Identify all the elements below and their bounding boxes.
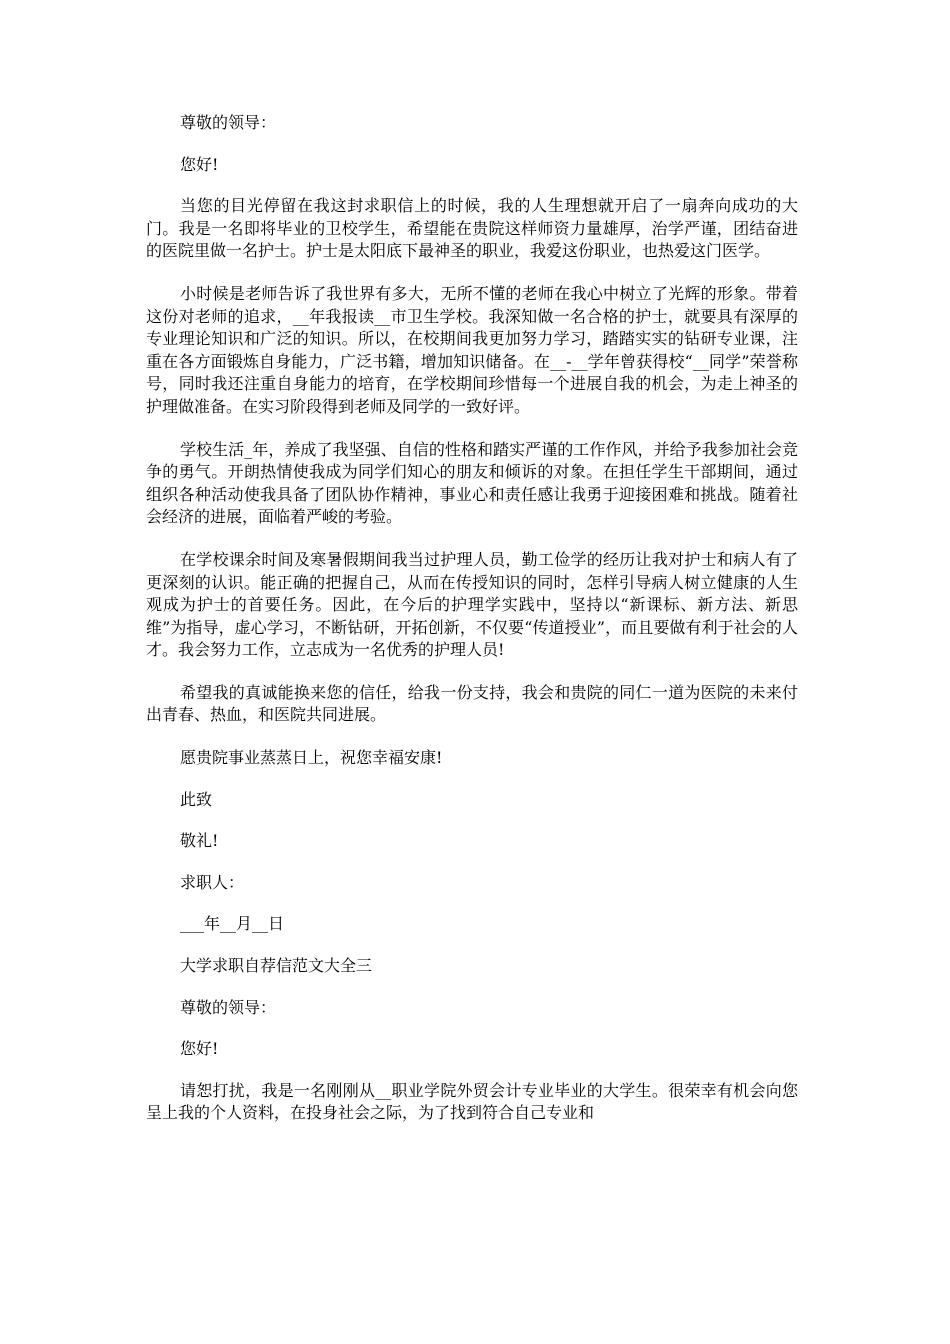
body-paragraph: 当您的目光停留在我这封求职信上的时候，我的人生理想就开启了一扇奔向成功的大门。我是一名即将毕业的卫校学生，希望能在贵院这样师资力量雄厚，治学严谨，团结奋进的医院里做一名护士。护士是太阳底下最神圣的职业，我爱这份职业，也热爱这门医学。 <box>146 196 798 261</box>
greeting: 您好! <box>180 1039 219 1059</box>
closing-jingli: 敬礼! <box>180 831 219 851</box>
body-paragraph: 在学校课余时间及寒暑假期间我当过护理人员，勤工俭学的经历让我对护士和病人有了更深刻的认识。能正确的把握自己，从而在传授知识的同时，怎样引导病人树立健康的人生观成为护士的首要任务。因此，在今后的护理学实践中，坚持以“新课标、新方法、新思维”为指导，虚心学习，不断钻研，开拓创新，不仅要“传道授业”，而且要做有利于社会的人才。我会努力工作，立志成为一名优秀的护理人员! <box>146 549 798 660</box>
body-paragraph: 希望我的真诚能换来您的信任，给我一份支持，我会和贵院的同仁一道为医院的未来付出青春、热血，和医院共同进展。 <box>146 682 798 725</box>
document-page <box>146 112 798 1145</box>
body-paragraph: 学校生活_年，养成了我坚强、自信的性格和踏实严谨的工作作风，并给予我参加社会竞争的勇气。开朗热情使我成为同学们知心的朋友和倾诉的对象。在担任学生干部期间，通过组织各种活动使我具备了团队协作精神，事业心和责任感让我勇于迎接困难和挑战。随着社会经济的进展，面临着严峻的考验。 <box>146 439 798 527</box>
closing-cizhi: 此致 <box>180 789 213 809</box>
salutation: 尊敬的领导： <box>180 113 277 132</box>
closing-wish: 愿贵院事业蒸蒸日上，祝您幸福安康! <box>180 748 443 768</box>
body-paragraph: 小时候是老师告诉了我世界有多大，无所不懂的老师在我心中树立了光辉的形象。带着这份对老师的追求，__年我报读__市卫生学校。我深知做一名合格的护士，就要具有深厚的专业理论知识和广泛的知识。所以，在校期间我更加努力学习，踏踏实实的钻研专业课，注重在各方面锻炼自身能力，广泛书籍，增加知识储备。在__-__学年曾获得校“__同学”荣誉称号，同时我还注重自身能力的培育，在学校期间珍惜每一个进展自我的机会，为走上神圣的护理做准备。在实习阶段得到老师及同学的一致好评。 <box>146 283 798 416</box>
section-title: 大学求职自荐信范文大全三 <box>180 956 373 976</box>
salutation: 尊敬的领导： <box>180 997 277 1017</box>
signature-label: 求职人： <box>180 872 245 892</box>
body-paragraph: 请恕打扰，我是一名刚刚从__职业学院外贸会计专业毕业的大学生。很荣幸有机会向您呈上我的个人资料，在投身社会之际，为了找到符合自己专业和 <box>146 1080 798 1123</box>
greeting: 您好! <box>180 154 219 174</box>
date-line: ___年__月__日 <box>180 914 285 934</box>
